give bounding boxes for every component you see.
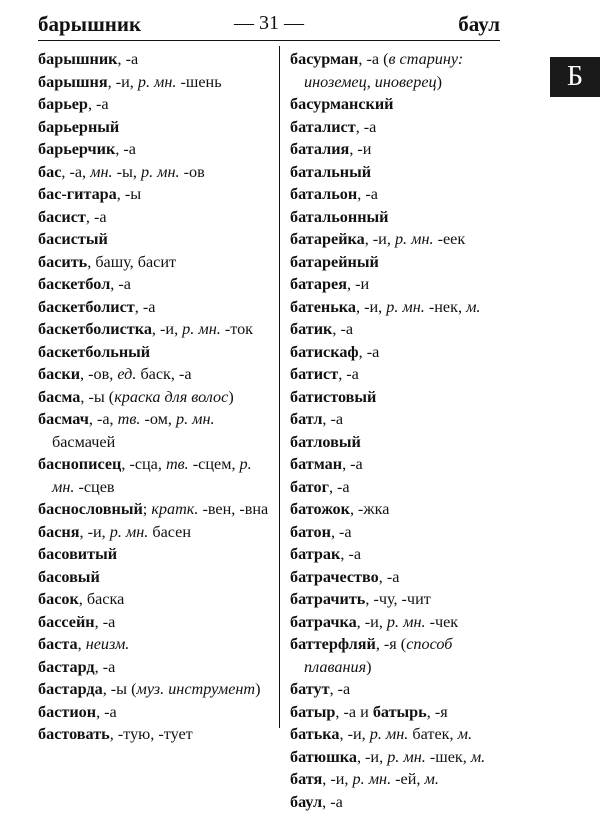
- entry-text: , -тую, -тует: [110, 725, 193, 743]
- entry-headword: баттерфляй: [290, 635, 376, 653]
- dictionary-entry: [38, 363, 274, 386]
- entry-text: , -а: [379, 568, 400, 586]
- entry-headword: батрачить: [290, 590, 365, 608]
- entry-headword: басня: [38, 523, 79, 541]
- entry-text: , -а: [359, 343, 380, 361]
- dictionary-entry: [290, 768, 500, 791]
- entry-text: , -а: [338, 365, 359, 383]
- entry-label: неизм.: [86, 635, 130, 653]
- entry-label: р. мн.: [386, 298, 425, 316]
- entry-headword: батрачество: [290, 568, 379, 586]
- entry-label: р. мн.: [176, 410, 215, 428]
- entry-headword: басмач: [38, 410, 89, 428]
- entry-headword: басок: [38, 590, 79, 608]
- entry-text: , -а: [332, 320, 353, 338]
- entry-headword: батист: [290, 365, 338, 383]
- entry-headword: барышня: [38, 73, 108, 91]
- entry-headword: батик: [290, 320, 332, 338]
- entry-text: , -и,: [357, 613, 387, 631]
- entry-text: -сцев: [74, 478, 114, 496]
- entry-label: р. мн.: [110, 523, 149, 541]
- entry-headword: батловый: [290, 433, 361, 451]
- header-rule: [38, 40, 500, 41]
- dictionary-entry: [290, 116, 500, 139]
- entry-text: , -ы: [117, 185, 141, 203]
- entry-text: , -чу, -чит: [365, 590, 430, 608]
- entry-headword: батюшка: [290, 748, 357, 766]
- entry-text: ): [366, 658, 371, 676]
- entry-text: -шень: [176, 73, 221, 91]
- entry-text: , -и,: [108, 73, 138, 91]
- entry-headword: баскетбол: [38, 275, 110, 293]
- dictionary-entry: [290, 228, 500, 251]
- header-first-headword: барышник: [38, 12, 141, 37]
- entry-label: р. мн.: [387, 613, 426, 631]
- dictionary-entry: [38, 611, 274, 634]
- entry-headword: барьерчик: [38, 140, 115, 158]
- entry-text: басен: [148, 523, 191, 541]
- entry-label: м.: [471, 748, 485, 766]
- page-header: [38, 12, 500, 38]
- entry-text: ): [228, 388, 233, 406]
- entry-label: м.: [458, 725, 472, 743]
- entry-text: , -ы (: [103, 680, 137, 698]
- entry-headword: батман: [290, 455, 342, 473]
- entry-text: , -а (: [358, 50, 388, 68]
- dictionary-entry: [290, 386, 500, 409]
- entry-headword: батыр: [290, 703, 335, 721]
- dictionary-entry: [38, 633, 274, 656]
- dictionary-entry: [38, 71, 274, 94]
- dictionary-entry: [38, 138, 274, 161]
- entry-label: р. мн.: [182, 320, 221, 338]
- entry-text: , -сца,: [121, 455, 166, 473]
- entry-label: р. мн.: [353, 770, 392, 788]
- entry-text: , -а: [329, 478, 350, 496]
- entry-text: , -и,: [79, 523, 109, 541]
- entry-headword: бастион: [38, 703, 96, 721]
- entry-label: в старину: иноземец, иноверец: [304, 50, 463, 91]
- entry-headword: басма: [38, 388, 80, 406]
- entry-text: , -а: [86, 208, 107, 226]
- entry-headword: баснословный: [38, 500, 143, 518]
- entry-label: р. мн.: [370, 725, 409, 743]
- dictionary-entry: [290, 498, 500, 521]
- dictionary-entry: [290, 543, 500, 566]
- entry-headword: бассейн: [38, 613, 95, 631]
- entry-headword: барьер: [38, 95, 88, 113]
- entry-headword: баскетболист: [38, 298, 135, 316]
- entry-text: , -и,: [339, 725, 369, 743]
- entry-headword: батл: [290, 410, 322, 428]
- entry-label: р. мн.: [138, 73, 177, 91]
- entry-text: , -а: [117, 50, 138, 68]
- dictionary-entry: [38, 161, 274, 184]
- entry-text: , -а: [115, 140, 136, 158]
- entry-label: способ плавания: [304, 635, 452, 676]
- entry-text: , -и,: [322, 770, 352, 788]
- right-column: [290, 48, 500, 813]
- dictionary-entry: [290, 48, 500, 93]
- dictionary-entry: [290, 296, 500, 319]
- entry-label: р. мн.: [387, 748, 426, 766]
- dictionary-entry: [290, 341, 500, 364]
- entry-headword: батальонный: [290, 208, 389, 226]
- dictionary-entry: [38, 408, 274, 453]
- dictionary-entry: [290, 678, 500, 701]
- entry-label: р. мн.: [52, 455, 252, 496]
- left-column: [38, 48, 274, 746]
- entry-text: -еек: [434, 230, 466, 248]
- entry-headword: батистовый: [290, 388, 376, 406]
- entry-headword: баста: [38, 635, 78, 653]
- entry-text: , -а: [95, 613, 116, 631]
- entry-headword: батрак: [290, 545, 340, 563]
- entry-label: м.: [425, 770, 439, 788]
- entry-headword: батут: [290, 680, 330, 698]
- entry-headword: батя: [290, 770, 322, 788]
- entry-text: -ы,: [113, 163, 141, 181]
- dictionary-entry: [38, 521, 274, 544]
- entry-headword: батарея: [290, 275, 347, 293]
- entry-text: , -а: [135, 298, 156, 316]
- entry-headword: басовитый: [38, 545, 117, 563]
- dictionary-entry: [38, 183, 274, 206]
- entry-text: -нек,: [425, 298, 466, 316]
- entry-text: , -а,: [89, 410, 118, 428]
- dictionary-entry: [290, 161, 500, 184]
- dictionary-entry: [290, 206, 500, 229]
- dictionary-entry: [290, 566, 500, 589]
- entry-text: , -я: [427, 703, 448, 721]
- entry-headword: батискаф: [290, 343, 359, 361]
- entry-headword: барьерный: [38, 118, 119, 136]
- entry-text: -ом,: [140, 410, 176, 428]
- entry-label: мн.: [90, 163, 112, 181]
- dictionary-entry: [38, 116, 274, 139]
- entry-text: батек,: [408, 725, 457, 743]
- dictionary-entry: [38, 723, 274, 746]
- dictionary-entry: [38, 206, 274, 229]
- entry-text: , -и,: [152, 320, 182, 338]
- entry-headword: баски: [38, 365, 80, 383]
- dictionary-entry: [38, 588, 274, 611]
- entry-text: , -а: [88, 95, 109, 113]
- dictionary-entry: [38, 543, 274, 566]
- entry-headword: батальон: [290, 185, 357, 203]
- entry-headword: батог: [290, 478, 329, 496]
- dictionary-entry: [38, 656, 274, 679]
- entry-headword: батальный: [290, 163, 371, 181]
- entry-headword: басист: [38, 208, 86, 226]
- entry-text: баск, -а: [136, 365, 191, 383]
- entry-text: -чек: [426, 613, 459, 631]
- dictionary-entry: [290, 363, 500, 386]
- dictionary-entry: [290, 138, 500, 161]
- entry-text: , -и,: [356, 298, 386, 316]
- entry-text: , -а: [322, 793, 343, 811]
- dictionary-entry: [38, 93, 274, 116]
- entry-headword: басовый: [38, 568, 100, 586]
- entry-text: -ей,: [391, 770, 424, 788]
- entry-headword: батырь: [373, 703, 427, 721]
- dictionary-entry: [38, 228, 274, 251]
- entry-text: ): [255, 680, 260, 698]
- entry-text: , -и: [349, 140, 371, 158]
- entry-headword: бас-гитара: [38, 185, 117, 203]
- page-number: — 31 —: [38, 12, 500, 35]
- dictionary-entry: [290, 453, 500, 476]
- entry-text: , -и,: [357, 748, 387, 766]
- entry-headword: батрачка: [290, 613, 357, 631]
- entry-headword: басурман: [290, 50, 358, 68]
- dictionary-entry: [290, 93, 500, 116]
- entry-headword: баул: [290, 793, 322, 811]
- dictionary-entry: [38, 48, 274, 71]
- dictionary-entry: [38, 251, 274, 274]
- dictionary-entry: [290, 521, 500, 544]
- entry-text: , -и,: [365, 230, 395, 248]
- header-last-headword: баул: [458, 12, 500, 37]
- entry-headword: батька: [290, 725, 339, 743]
- entry-headword: баталист: [290, 118, 356, 136]
- entry-text: басмачей: [52, 433, 115, 451]
- entry-text: , -а и: [335, 703, 372, 721]
- entry-text: -ток: [221, 320, 253, 338]
- entry-label: краска для волос: [114, 388, 228, 406]
- entry-headword: баскетболистка: [38, 320, 152, 338]
- entry-text: ): [437, 73, 442, 91]
- entry-text: , -а: [340, 545, 361, 563]
- entry-text: , -а: [110, 275, 131, 293]
- entry-text: , -а,: [61, 163, 90, 181]
- entry-label: муз. инструмент: [137, 680, 256, 698]
- entry-headword: басистый: [38, 230, 108, 248]
- entry-headword: баталия: [290, 140, 349, 158]
- entry-text: , -а: [331, 523, 352, 541]
- dictionary-entry: [290, 633, 500, 678]
- entry-label: р. мн.: [141, 163, 180, 181]
- dictionary-entry: [38, 386, 274, 409]
- entry-headword: бастард: [38, 658, 95, 676]
- dictionary-entry: [290, 183, 500, 206]
- entry-label: ед.: [117, 365, 136, 383]
- entry-headword: бастовать: [38, 725, 110, 743]
- entry-headword: бастарда: [38, 680, 103, 698]
- entry-text: , -а: [342, 455, 363, 473]
- entry-label: кратк.: [151, 500, 198, 518]
- entry-label: р. мн.: [395, 230, 434, 248]
- dictionary-entry: [290, 588, 500, 611]
- dictionary-entry: [38, 701, 274, 724]
- entry-text: , -а: [322, 410, 343, 428]
- dictionary-entry: [38, 318, 274, 341]
- entry-headword: басурманский: [290, 95, 394, 113]
- entry-text: , -а: [96, 703, 117, 721]
- entry-label: м.: [466, 298, 480, 316]
- entry-text: , -а: [356, 118, 377, 136]
- entry-text: , -ов,: [80, 365, 117, 383]
- dictionary-entry: [38, 296, 274, 319]
- entry-text: , -жка: [350, 500, 389, 518]
- entry-text: , -а: [330, 680, 351, 698]
- entry-text: -сцем,: [189, 455, 240, 473]
- entry-text: , -а: [95, 658, 116, 676]
- dictionary-entry: [290, 701, 500, 724]
- entry-text: , баска: [79, 590, 125, 608]
- entry-headword: барышник: [38, 50, 117, 68]
- dictionary-entry: [290, 273, 500, 296]
- entry-label: тв.: [166, 455, 189, 473]
- entry-text: , -ы (: [80, 388, 114, 406]
- entry-headword: бас: [38, 163, 61, 181]
- entry-text: -шек,: [426, 748, 471, 766]
- entry-text: , -а: [357, 185, 378, 203]
- entry-text: -ов: [180, 163, 205, 181]
- entry-headword: баскетбольный: [38, 343, 150, 361]
- dictionary-entry: [290, 476, 500, 499]
- dictionary-entry: [38, 566, 274, 589]
- entry-text: -вен, -вна: [198, 500, 268, 518]
- dictionary-entry: [290, 611, 500, 634]
- dictionary-entry: [290, 791, 500, 813]
- dictionary-entry: [38, 498, 274, 521]
- dictionary-entry: [290, 318, 500, 341]
- dictionary-entry: [290, 746, 500, 769]
- entry-text: , -я (: [376, 635, 406, 653]
- entry-headword: батон: [290, 523, 331, 541]
- letter-thumb-tab: Б: [550, 57, 600, 97]
- entry-headword: батарейка: [290, 230, 365, 248]
- entry-text: , -и: [347, 275, 369, 293]
- entry-text: ;: [143, 500, 152, 518]
- dictionary-entry: [38, 453, 274, 498]
- entry-headword: баснописец: [38, 455, 121, 473]
- entry-headword: батенька: [290, 298, 356, 316]
- entry-headword: батарейный: [290, 253, 379, 271]
- dictionary-entry: [290, 408, 500, 431]
- entry-text: , башу, басит: [87, 253, 176, 271]
- dictionary-entry: [290, 723, 500, 746]
- column-divider: [279, 46, 280, 728]
- entry-label: тв.: [118, 410, 141, 428]
- entry-headword: батожок: [290, 500, 350, 518]
- entry-text: ,: [78, 635, 86, 653]
- dictionary-entry: [38, 678, 274, 701]
- dictionary-entry: [290, 251, 500, 274]
- entry-headword: басить: [38, 253, 87, 271]
- dictionary-entry: [38, 273, 274, 296]
- dictionary-entry: [38, 341, 274, 364]
- dictionary-entry: [290, 431, 500, 454]
